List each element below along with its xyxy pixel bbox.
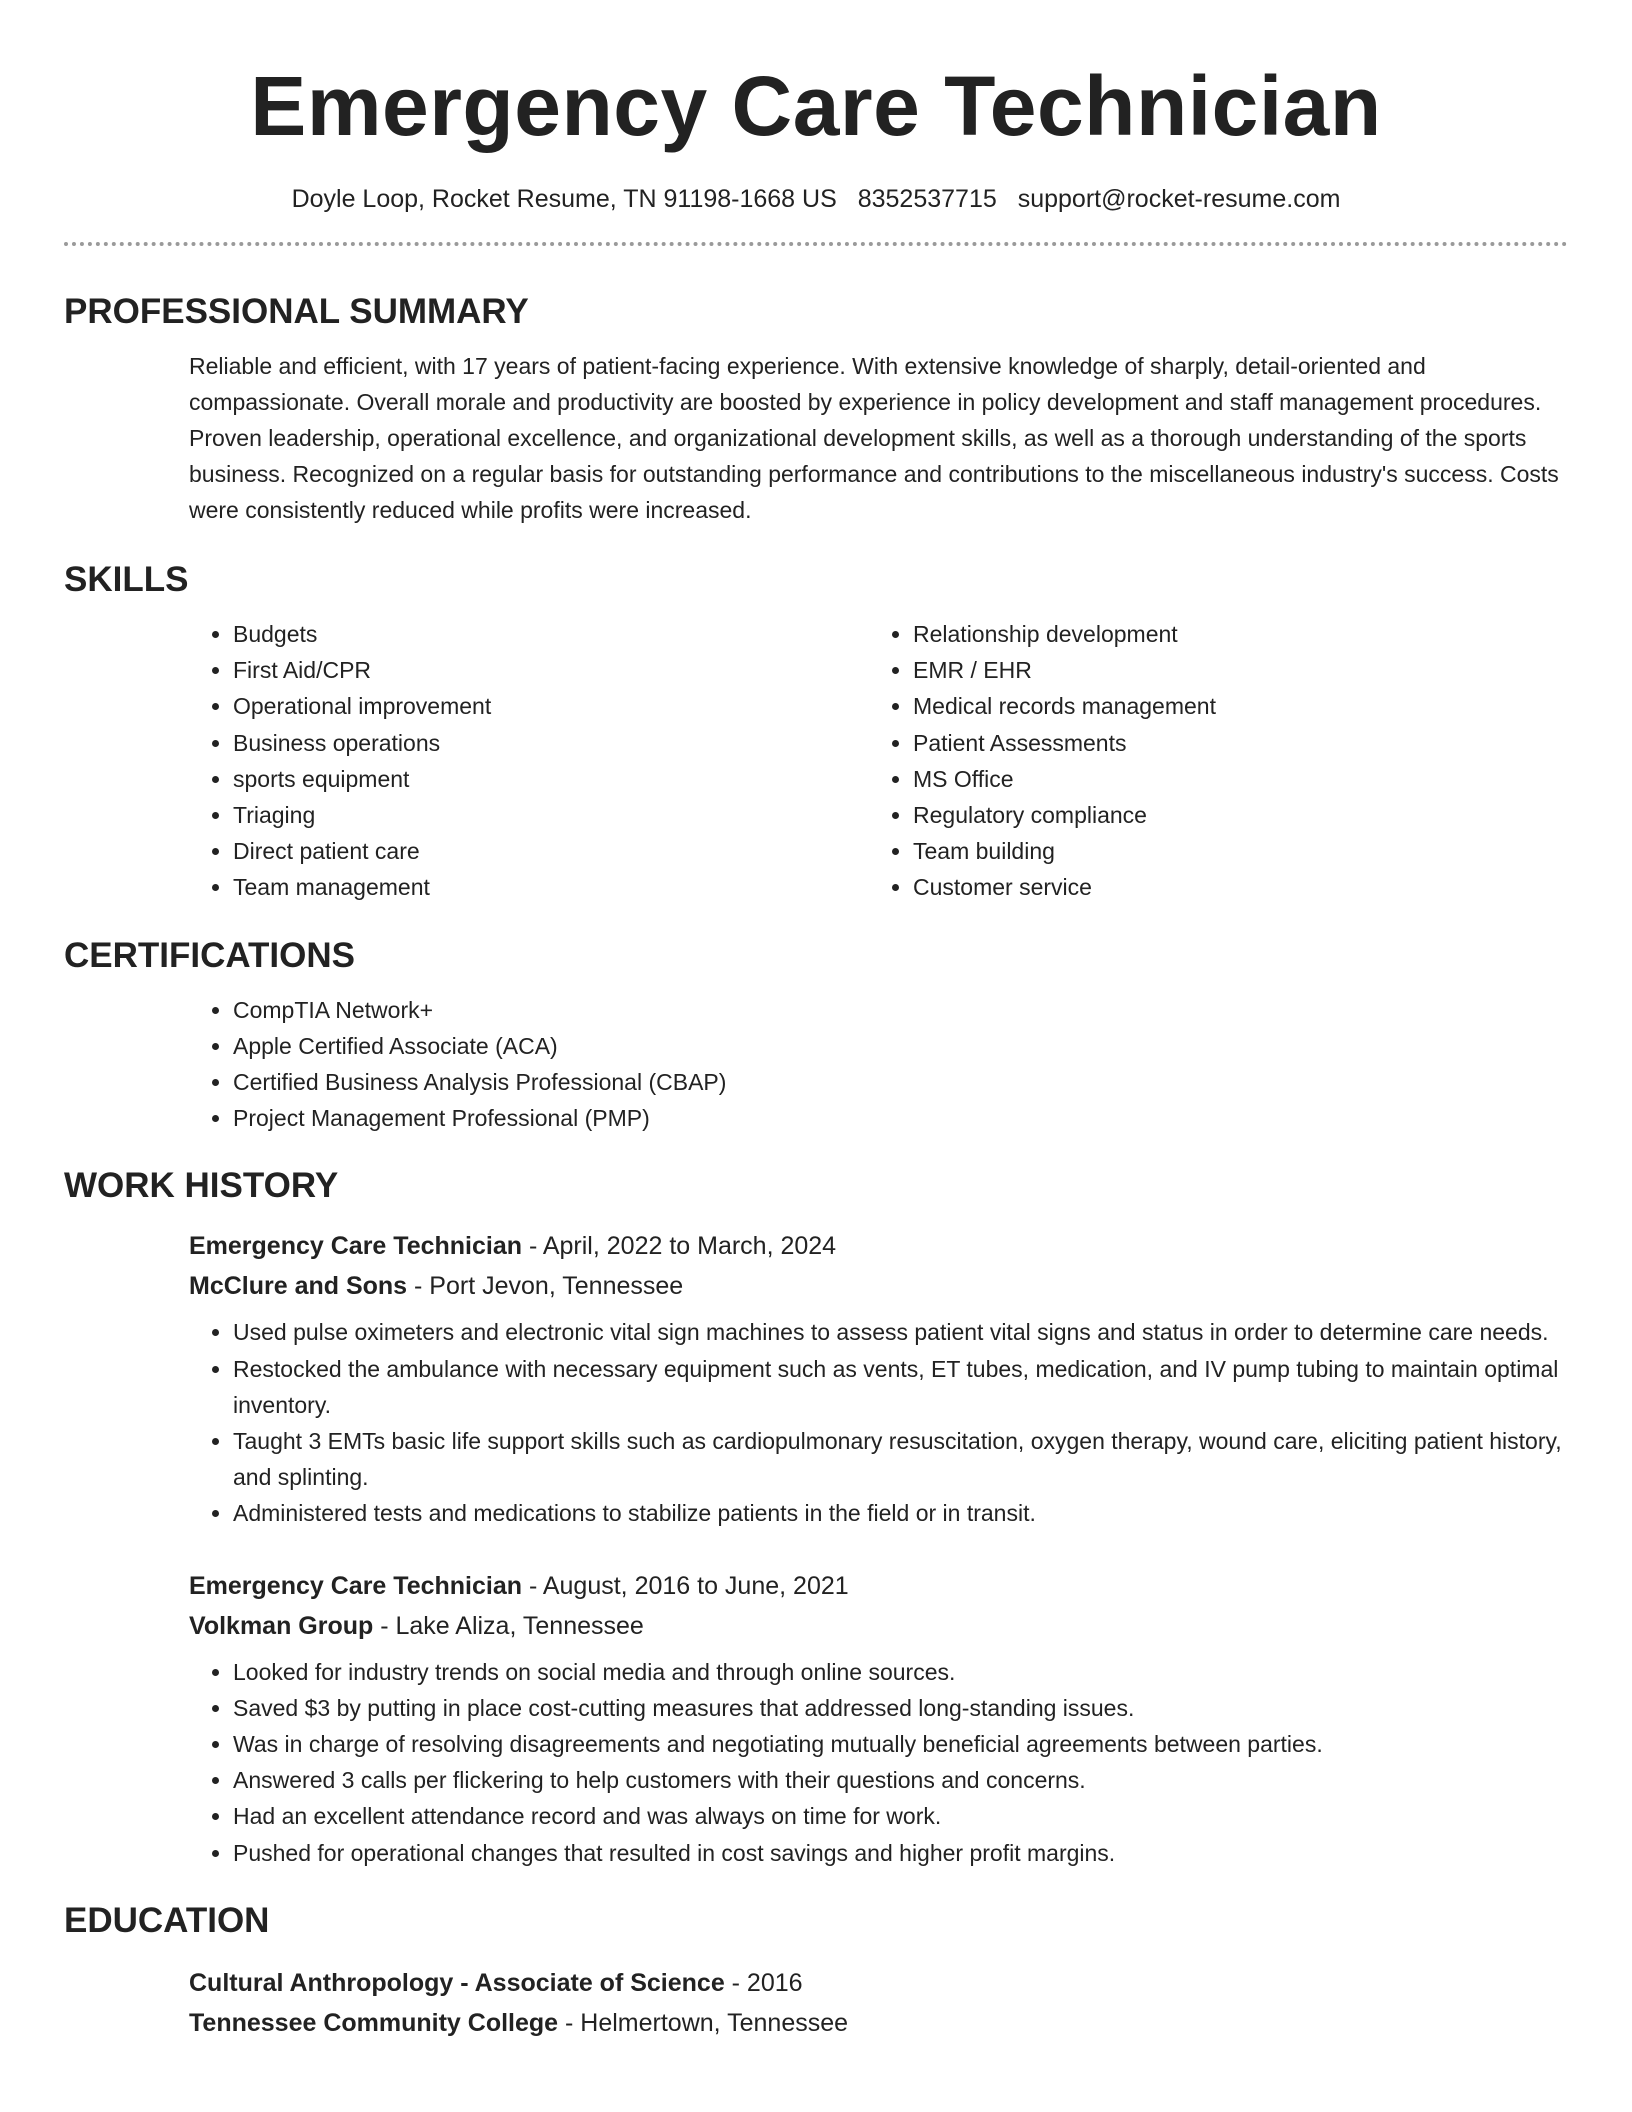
certification-item: • Apple Certified Associate (ACA) xyxy=(233,1028,1568,1064)
job-company: Volkman Group xyxy=(189,1611,374,1640)
skill-item: • Business operations xyxy=(233,725,869,761)
education-section xyxy=(64,1899,1568,2043)
certification-item: • CompTIA Network+ xyxy=(233,992,1568,1028)
job-company-line xyxy=(189,1266,1568,1306)
certification-item: • Project Management Professional (PMP) xyxy=(233,1100,1568,1136)
skills-heading: SKILLS xyxy=(64,560,189,599)
summary-text: Reliable and efficient, with 17 years of patient-facing experience. With extensive knowledge of sharply, detail-oriented and compassionate. Overall morale and productivity are boosted by experience in policy development and staff management procedures. Proven leadership, operational excellence, and organizational development skills, as well as a thorough understanding of the sports business. Recognized on a regular basis for outstanding performance and contributions to the miscellaneous industry's success. Costs were consistently reduced while profits were increased. xyxy=(189,353,1559,523)
summary-section xyxy=(64,290,1568,528)
skill-item: • Regulatory compliance xyxy=(913,797,1549,833)
contact-phone: 8352537715 xyxy=(857,185,997,213)
job-role: Emergency Care Technician xyxy=(189,1232,523,1261)
skill-item: • sports equipment xyxy=(233,761,869,797)
skills-column-right xyxy=(869,616,1549,906)
work-history-section xyxy=(64,1164,1568,1870)
job-entry xyxy=(189,1566,1568,1871)
education-year: - 2016 xyxy=(724,1968,803,1997)
certifications-wrap xyxy=(189,992,1568,1137)
job-bullet: • Restocked the ambulance with necessary equipment such as vents, ET tubes, medication, and IV pump tubing to maintain optimal inventory. xyxy=(233,1351,1568,1423)
job-role: Emergency Care Technician xyxy=(189,1571,523,1600)
job-bullet: • Had an excellent attendance record and was always on time for work. xyxy=(233,1798,1568,1834)
education-school-line xyxy=(189,2003,1568,2043)
skills-columns xyxy=(189,616,1568,906)
job-bullet: • Looked for industry trends on social media and through online sources. xyxy=(233,1654,1568,1690)
education-degree: Cultural Anthropology - Associate of Science xyxy=(189,1968,725,1997)
job-bullet: • Answered 3 calls per flickering to help customers with their questions and concerns. xyxy=(233,1762,1568,1798)
education-degree-line xyxy=(189,1963,1568,2003)
contact-email: support@rocket-resume.com xyxy=(1017,185,1341,213)
skill-item: • Relationship development xyxy=(913,616,1549,652)
skills-column-left xyxy=(189,616,869,906)
skill-item: • Operational improvement xyxy=(233,688,869,724)
education-heading: EDUCATION xyxy=(64,1900,270,1940)
job-dates: - August, 2016 to June, 2021 xyxy=(522,1571,849,1600)
education-location: - Helmertown, Tennessee xyxy=(558,2008,849,2037)
skill-item: • Customer service xyxy=(913,869,1549,905)
job-bullet: • Taught 3 EMTs basic life support skills such as cardiopulmonary resuscitation, oxygen therapy, wound care, eliciting patient history, and splinting. xyxy=(233,1423,1568,1495)
certifications-heading: CERTIFICATIONS xyxy=(64,935,356,975)
job-bullet: • Administered tests and medications to stabilize patients in the field or in transit. xyxy=(233,1495,1568,1531)
job-title-line xyxy=(189,1566,1568,1606)
certification-item: • Certified Business Analysis Professional (CBAP) xyxy=(233,1064,1568,1100)
job-bullets xyxy=(189,1654,1568,1871)
job-entry xyxy=(189,1226,1568,1531)
education-school: Tennessee Community College xyxy=(189,2008,559,2037)
job-bullet: • Saved $3 by putting in place cost-cutting measures that addressed long-standing issues. xyxy=(233,1690,1568,1726)
skill-item: • Direct patient care xyxy=(233,833,869,869)
summary-heading: PROFESSIONAL SUMMARY xyxy=(64,292,529,331)
skill-item: • Triaging xyxy=(233,797,869,833)
contact-address: Doyle Loop, Rocket Resume, TN 91198-1668 US xyxy=(291,185,837,213)
job-bullet: • Was in charge of resolving disagreements and negotiating mutually beneficial agreements between parties. xyxy=(233,1726,1568,1762)
job-location: - Port Jevon, Tennessee xyxy=(407,1272,684,1301)
skills-section xyxy=(64,558,1568,906)
work-history-heading: WORK HISTORY xyxy=(64,1166,339,1206)
job-dates: - April, 2022 to March, 2024 xyxy=(522,1232,837,1261)
skill-item: • Medical records management xyxy=(913,688,1549,724)
skills-list-left xyxy=(189,616,869,906)
skill-item: • Budgets xyxy=(233,616,869,652)
job-company: McClure and Sons xyxy=(189,1272,408,1301)
certifications-section xyxy=(64,934,1568,1137)
skill-item: • Patient Assessments xyxy=(913,725,1549,761)
job-location: - Lake Aliza, Tennessee xyxy=(373,1611,644,1640)
contact-line xyxy=(64,182,1568,216)
header-divider xyxy=(64,242,1568,246)
education-entry xyxy=(189,1963,1568,2043)
skills-list-right xyxy=(869,616,1549,906)
skill-item: • EMR / EHR xyxy=(913,652,1549,688)
skill-item: • MS Office xyxy=(913,761,1549,797)
skill-item: • Team building xyxy=(913,833,1549,869)
skill-item: • Team management xyxy=(233,869,869,905)
job-bullet: • Used pulse oximeters and electronic vital sign machines to assess patient vital signs and status in order to determine care needs. xyxy=(233,1314,1568,1350)
certifications-list xyxy=(189,992,1568,1137)
job-company-line xyxy=(189,1606,1568,1646)
resume-name: Emergency Care Technician xyxy=(250,59,1382,153)
job-title-line xyxy=(189,1226,1568,1266)
skill-item: • First Aid/CPR xyxy=(233,652,869,688)
job-bullets xyxy=(189,1314,1568,1531)
job-bullet: • Pushed for operational changes that resulted in cost savings and higher profit margins. xyxy=(233,1835,1568,1871)
